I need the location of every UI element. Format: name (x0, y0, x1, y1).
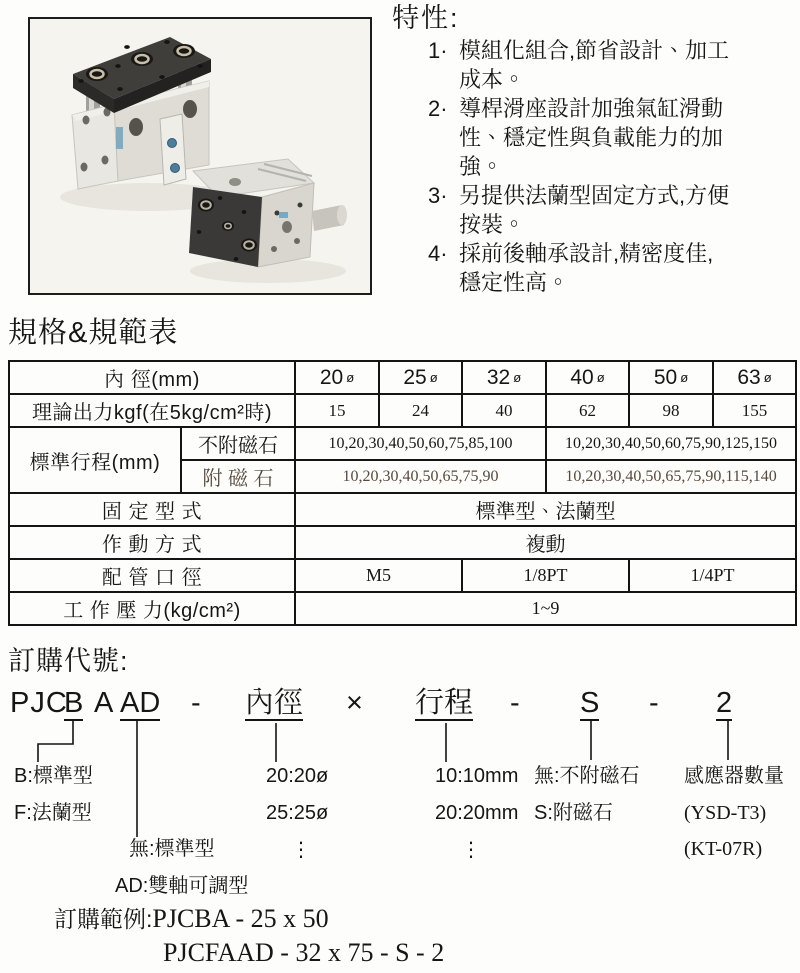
feature-item (428, 239, 730, 297)
feature-item (428, 94, 730, 181)
feature-item (428, 181, 730, 239)
bore-value: 20 (319, 365, 344, 389)
magnet-label-cell: 附 磁 石 (181, 460, 295, 493)
bore-value-cell (546, 361, 629, 394)
stroke-label-cell: 標準行程(mm) (9, 427, 181, 493)
connector-body-type (38, 721, 73, 762)
no-magnet-label-cell: 不附磁石 (181, 427, 295, 460)
mount-value-cell: 標準型、法蘭型 (295, 493, 796, 526)
stroke-values-small-bores: 10,20,30,40,50,60,75,85,100 (295, 427, 546, 460)
legend-shaft-type: AD:雙軸可調型 (115, 875, 249, 897)
diameter-symbol: ø (596, 369, 605, 385)
force-value-cell: 15 (295, 394, 379, 427)
right-unit-plate (189, 187, 262, 267)
mount-label-cell: 固 定 型 式 (9, 493, 295, 526)
pressure-label-cell: 工 作 壓 力(kg/cm²) (9, 592, 295, 625)
spec-table-heading: 規格&規範表 (8, 317, 179, 349)
action-row (9, 526, 796, 559)
code-stroke-placeholder: 行程 (415, 687, 474, 719)
diameter-symbol: ø (429, 369, 438, 385)
bore-value: 50 (653, 365, 678, 389)
bore-value: 40 (570, 365, 594, 389)
bore-value-cell (295, 361, 379, 394)
port-label-cell: 配 管 口 徑 (9, 559, 295, 592)
slide-slot (160, 114, 186, 185)
stroke-values-large-bores: 10,20,30,40,50,60,75,90,125,150 (546, 427, 796, 460)
feature-number: 2· (428, 96, 448, 121)
legend-stroke-option: 10:10mm (435, 765, 519, 787)
port-value-cell: 1/4PT (629, 559, 796, 592)
force-row (9, 394, 796, 427)
bore-value: 25 (403, 365, 427, 389)
bore-value: 32 (486, 365, 511, 389)
spec-table (8, 360, 797, 626)
code-shaft-type: AD (120, 687, 161, 719)
bore-label-cell: 內 徑(mm) (9, 361, 295, 394)
legend-bore-option: 20:20ø (266, 765, 329, 787)
legend-magnet-option: S:附磁石 (534, 802, 613, 824)
example-label: 訂購範例: (54, 906, 153, 932)
legend-body-type: F:法蘭型 (14, 802, 92, 824)
features-section (392, 2, 800, 297)
ordering-example-line1 (54, 901, 329, 934)
force-value-cell: 155 (713, 394, 796, 427)
feature-text: 採前後軸承設計,精密度佳,穩定性高。 (459, 241, 714, 295)
feature-text: 導桿滑座設計加強氣缸滑動性、穩定性與負載能力的加強。 (459, 96, 724, 179)
product-photo (28, 17, 372, 295)
bore-value-cell (462, 361, 546, 394)
ordering-code-diagram (0, 688, 800, 906)
code-option-a: A (94, 687, 114, 719)
bore-value-cell (379, 361, 462, 394)
action-label-cell: 作 動 方 式 (9, 526, 295, 559)
code-magnet-option: S (580, 687, 600, 719)
code-body-type: B (64, 687, 84, 719)
feature-number: 3· (428, 183, 448, 208)
code-sensor-qty: 2 (716, 687, 733, 719)
brand-sticker-right (279, 212, 288, 218)
legend-bore-option: 25:25ø (266, 802, 329, 824)
legend-magnet-option: 無:不附磁石 (534, 765, 640, 787)
legend-body-type: B:標準型 (14, 765, 93, 787)
diameter-symbol: ø (513, 369, 522, 385)
force-label-cell: 理論出力kgf(在5kg/cm²時) (9, 394, 295, 427)
legend-sensor-model: (KT-07R) (684, 838, 763, 860)
features-list (428, 36, 730, 297)
features-heading: 特性: (392, 3, 460, 33)
port-row (9, 559, 796, 592)
feature-text: 另提供法蘭型固定方式,方便按裝。 (459, 183, 730, 237)
port-value-cell: M5 (295, 559, 462, 592)
force-value-cell: 24 (379, 394, 462, 427)
feature-item (428, 36, 730, 94)
pressure-row (9, 592, 796, 625)
force-value-cell: 98 (629, 394, 713, 427)
example-code: PJCFAAD - 32 x 75 - S - 2 (163, 938, 445, 967)
legend-sensor-model: (YSD-T3) (684, 802, 767, 824)
ordering-example-line2 (163, 938, 444, 968)
legend-stroke-ellipsis: ⋮ (461, 837, 481, 861)
code-base: PJC (10, 687, 68, 719)
legend-stroke-option: 20:20mm (435, 802, 519, 824)
feature-text: 模組化組合,節省設計、加工成本。 (459, 38, 730, 92)
legend-shaft-type: 無:標準型 (129, 838, 215, 860)
force-value-cell: 40 (462, 394, 546, 427)
bore-row (9, 361, 796, 394)
feature-number: 1· (428, 38, 448, 63)
legend-sensor-qty: 感應器數量 (684, 765, 784, 787)
legend-bore-ellipsis: ⋮ (291, 837, 311, 861)
code-dash: - (191, 687, 201, 719)
action-value-cell: 複動 (295, 526, 796, 559)
brand-sticker (116, 127, 123, 149)
bore-value-cell (713, 361, 796, 394)
force-value-cell: 62 (546, 394, 629, 427)
stroke-values-small-bores: 10,20,30,40,50,65,75,90 (295, 460, 546, 493)
ordering-heading: 訂購代號: (8, 646, 129, 676)
code-times-sign: × (346, 687, 363, 719)
mount-row (9, 493, 796, 526)
pressure-value-cell: 1~9 (295, 592, 796, 625)
feature-number: 4· (428, 241, 448, 266)
code-bore-placeholder: 內徑 (245, 687, 304, 719)
code-dash: - (510, 687, 520, 719)
example-code: PJCBA - 25 x 50 (152, 904, 329, 933)
bore-value: 63 (737, 365, 761, 389)
diameter-symbol: ø (346, 369, 355, 385)
cylinder-photo-illustration (30, 19, 370, 293)
code-dash: - (649, 687, 659, 719)
diameter-symbol: ø (680, 369, 689, 385)
port-value-cell: 1/8PT (462, 559, 629, 592)
bore-value-cell (629, 361, 713, 394)
stroke-values-large-bores: 10,20,30,40,50,65,75,90,115,140 (546, 460, 796, 493)
diameter-symbol: ø (763, 369, 772, 385)
stroke-row-no-magnet (9, 427, 796, 460)
